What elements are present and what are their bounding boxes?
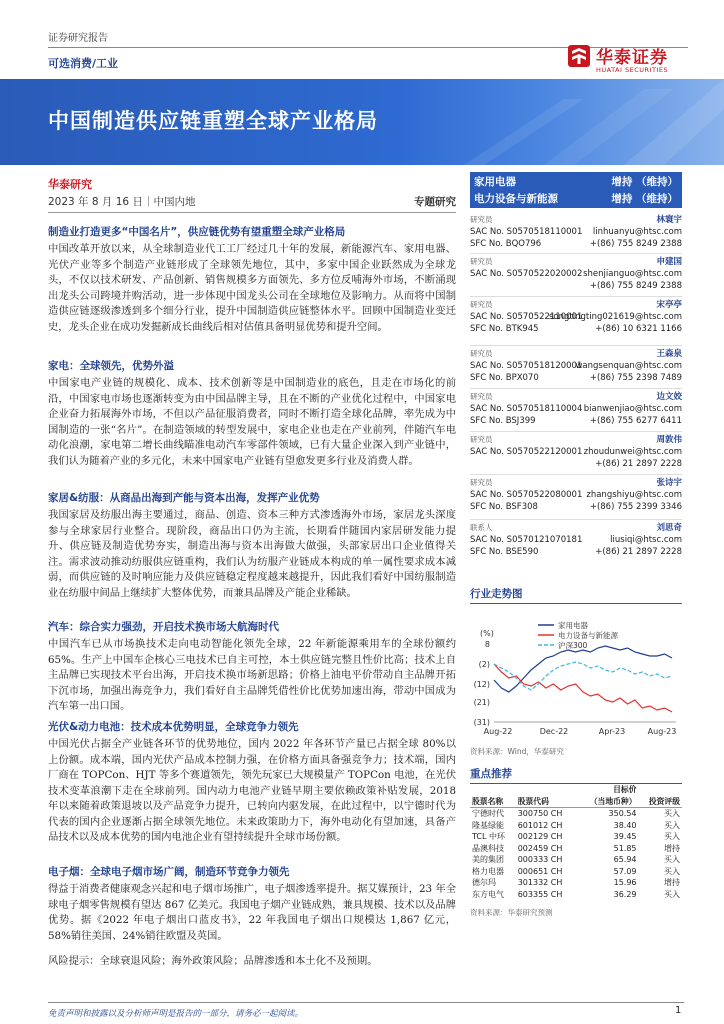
table-header-row bbox=[470, 784, 682, 796]
analyst-role: 研究员 bbox=[470, 300, 493, 309]
analyst-name: 刘思奇 bbox=[656, 523, 682, 533]
stock-name: 宁德时代 bbox=[472, 809, 504, 818]
section-2 bbox=[48, 358, 456, 469]
analyst-card bbox=[470, 214, 682, 250]
stock-name: 隆基绿能 bbox=[472, 820, 504, 830]
x-tick-label: Apr-23 bbox=[598, 727, 626, 736]
analyst-email[interactable]: shenjianguo@htsc.com bbox=[583, 269, 682, 279]
analyst-divider bbox=[470, 388, 682, 389]
target-price: 39.45 bbox=[613, 832, 637, 841]
analyst-divider bbox=[470, 296, 682, 297]
x-tick-label: Dec-22 bbox=[539, 727, 569, 736]
target-price: 65.94 bbox=[613, 855, 637, 864]
x-tick-label: Aug-22 bbox=[483, 727, 513, 736]
analyst-phone: +(86) 755 8249 2388 bbox=[589, 281, 682, 291]
recommend-table bbox=[470, 784, 682, 900]
col-target-top: 目标价 bbox=[613, 785, 637, 794]
series-line-1 bbox=[494, 664, 672, 712]
analyst-divider bbox=[470, 345, 682, 346]
analyst-name: 王森泉 bbox=[656, 349, 682, 359]
section-5 bbox=[48, 719, 456, 846]
analyst-role: 联系人 bbox=[470, 523, 493, 532]
analyst-card bbox=[470, 522, 682, 558]
series-line-2 bbox=[494, 662, 672, 690]
analyst-card bbox=[470, 477, 682, 513]
section-4 bbox=[48, 619, 456, 715]
table-row bbox=[470, 877, 682, 889]
analyst-card bbox=[470, 299, 682, 335]
page-number: 1 bbox=[675, 1005, 682, 1016]
table-header-row bbox=[470, 796, 682, 808]
analyst-sac: SAC No. S0570522080001 bbox=[470, 490, 583, 500]
section-1 bbox=[48, 224, 456, 335]
industry-category: 可选消费/工业 bbox=[48, 57, 119, 70]
target-price: 38.40 bbox=[613, 820, 637, 830]
y-tick-label: (12) bbox=[473, 680, 490, 689]
analyst-name: 边文姣 bbox=[656, 392, 682, 402]
rating-sector: 电力设备与新能源 bbox=[474, 193, 558, 205]
investment-rating: 增持 bbox=[664, 878, 680, 887]
analyst-email[interactable]: liusiqi@htsc.com bbox=[610, 535, 682, 545]
section-3 bbox=[48, 490, 456, 601]
analyst-role: 研究员 bbox=[470, 478, 493, 487]
analyst-sfc: SFC No. BPX070 bbox=[470, 373, 539, 383]
analyst-phone: +(86) 755 6277 6411 bbox=[589, 416, 682, 426]
target-price: 350.54 bbox=[608, 809, 637, 818]
analyst-email[interactable]: songtingting021619@htsc.com bbox=[549, 312, 682, 322]
y-tick-label: (2) bbox=[478, 660, 490, 669]
y-tick-label: (21) bbox=[473, 698, 490, 707]
stock-code: 000333 CH bbox=[517, 855, 563, 864]
analyst-sac: SAC No. S0570522110001 bbox=[470, 312, 583, 322]
analyst-sac: SAC No. S0570522120001 bbox=[470, 447, 583, 457]
investment-rating: 买入 bbox=[664, 855, 680, 864]
recommend-title: 重点推荐 bbox=[470, 766, 682, 784]
y-tick-label: (31) bbox=[473, 718, 490, 727]
analyst-sfc: SFC No. BQO796 bbox=[470, 239, 542, 249]
dateline bbox=[48, 194, 456, 213]
report-title: 中国制造供应链重塑全球产业格局 bbox=[48, 108, 378, 133]
rating-row bbox=[474, 191, 678, 208]
rating-value: 增持 （维持） bbox=[611, 193, 678, 205]
stock-name: 美的集团 bbox=[472, 855, 504, 864]
target-price: 51.85 bbox=[613, 843, 637, 853]
rating-sector: 家用电器 bbox=[474, 176, 516, 188]
investment-rating: 买入 bbox=[664, 889, 680, 899]
huatai-logo-icon bbox=[568, 45, 590, 67]
analyst-divider bbox=[470, 474, 682, 475]
disclaimer: 免责声明和披露以及分析师声明是报告的一部分，请务必一起阅读。 bbox=[48, 1009, 304, 1019]
analyst-sac: SAC No. S0570518110004 bbox=[470, 404, 583, 414]
stock-name: 晶澳科技 bbox=[472, 843, 504, 853]
investment-rating: 买入 bbox=[664, 820, 680, 830]
section-heading: 家电：全球领先，优势外溢 bbox=[48, 360, 174, 372]
col-name: 股票名称 bbox=[472, 796, 504, 806]
trend-chart bbox=[470, 618, 682, 744]
legend-label: 电力设备与新能源 bbox=[558, 631, 618, 640]
logo-text: 华泰证券 bbox=[596, 48, 668, 68]
analyst-name: 申建国 bbox=[656, 257, 682, 267]
stock-code: 301332 CH bbox=[517, 878, 563, 887]
trend-title: 行业走势图 bbox=[470, 586, 682, 604]
analyst-divider bbox=[470, 519, 682, 520]
table-row bbox=[470, 831, 682, 843]
analyst-sfc: SFC No. BSF308 bbox=[470, 502, 538, 512]
stock-name: 格力电器 bbox=[472, 866, 504, 876]
analyst-sfc: SFC No. BTK945 bbox=[470, 324, 539, 334]
analyst-role: 研究员 bbox=[470, 392, 493, 401]
analyst-role: 研究员 bbox=[470, 349, 493, 358]
rating-box bbox=[470, 172, 682, 208]
trend-chart-svg bbox=[470, 618, 682, 744]
table-row bbox=[470, 854, 682, 866]
analyst-name: 周敦伟 bbox=[656, 435, 682, 445]
research-source: 华泰研究 bbox=[48, 178, 92, 191]
analyst-email[interactable]: zhangshiyu@htsc.com bbox=[586, 490, 682, 500]
table-row bbox=[470, 843, 682, 855]
analyst-name: 宋亭亭 bbox=[656, 300, 682, 310]
table-row bbox=[470, 820, 682, 832]
logo-text-en: HUATAI SECURITIES bbox=[596, 66, 669, 74]
section-6 bbox=[48, 864, 456, 944]
stock-code: 601012 CH bbox=[517, 820, 563, 830]
analyst-role: 研究员 bbox=[470, 257, 493, 266]
analyst-divider bbox=[470, 253, 682, 254]
analyst-sfc: SFC No. BSJ399 bbox=[470, 416, 536, 426]
report-type: 专题研究 bbox=[414, 196, 456, 208]
analyst-role: 研究员 bbox=[470, 215, 493, 224]
analyst-email[interactable]: bianwenjiao@htsc.com bbox=[583, 404, 682, 414]
investment-rating: 增持 bbox=[664, 843, 680, 853]
analyst-email[interactable]: zhoudunwei@htsc.com bbox=[583, 447, 682, 457]
analyst-card bbox=[470, 256, 682, 292]
analyst-phone: +(86) 21 2897 2228 bbox=[595, 459, 682, 469]
analyst-phone: +(86) 10 6321 1166 bbox=[595, 324, 682, 334]
table-row bbox=[470, 889, 682, 901]
huatai-logo bbox=[568, 43, 698, 79]
stock-name: 德尔玛 bbox=[472, 878, 496, 887]
section-heading: 汽车：综合实力强劲，开启技术换市场大航海时代 bbox=[48, 621, 279, 633]
analyst-divider bbox=[470, 431, 682, 432]
section-body: 中国改革开放以来，从全球制造业代工工厂经过几十年的发展，新能源汽车、家用电器、光伏产业等多个制造产业链形成了全球领先地位，其中，多家中国企业跃然成为全球龙头，不仅以技术研发、产品创新、销售规模多方面领先、多方位反哺海外市场，不断涌现出龙头公司跨境并购活动，进一步体现中国龙头公司在全球地位及影响力。从而将中国制造供应链逐级渗透到多个细分行业，提升中国制造供应链整体水平。回顾中国制造业变迁史，龙头企业在成功发掘新成长曲线后相对估值具备明显优势和提升空间。 bbox=[48, 243, 456, 333]
analyst-email[interactable]: linhuanyu@htsc.com bbox=[592, 227, 682, 237]
analyst-card bbox=[470, 348, 682, 384]
analyst-sac: SAC No. S0570518120001 bbox=[470, 361, 583, 371]
target-price: 57.09 bbox=[613, 866, 637, 876]
chart-source: 资料来源：Wind，华泰研究 bbox=[470, 747, 564, 756]
section-body: 得益于消费者健康观念兴起和电子烟市场推广，电子烟渗透率提升。据艾媒预计，23 年全球电子烟零售规模有望达 867 亿美元。我国电子烟产业链成熟，兼具规模、技术以及品牌优势。据《2022 年电子烟出口蓝皮书》，22 年我国电子烟出口规模达 1,867 亿元，58%销往美国、24%销往欧盟及英国。 bbox=[48, 883, 456, 942]
analyst-email[interactable]: wangsenquan@htsc.com bbox=[575, 361, 682, 371]
stock-code: 603355 CH bbox=[517, 889, 563, 899]
report-date: 2023 年 8 月 16 日｜中国内地 bbox=[48, 196, 196, 208]
recommend-source: 资料来源：华泰研究预测 bbox=[470, 908, 553, 917]
analyst-phone: +(86) 755 2399 3346 bbox=[589, 502, 682, 512]
analyst-card bbox=[470, 391, 682, 427]
banner-decoration bbox=[424, 79, 724, 165]
analyst-phone: +(86) 21 2897 2228 bbox=[595, 547, 682, 557]
legend-label: 沪深300 bbox=[558, 641, 588, 650]
analyst-sfc: SFC No. BSE590 bbox=[470, 547, 539, 557]
target-price: 15.96 bbox=[613, 878, 637, 887]
analyst-sac: SAC No. S0570522020002 bbox=[470, 269, 583, 279]
stock-name: TCL 中环 bbox=[472, 832, 506, 841]
risk-warning: 风险提示：全球衰退风险；海外政策风险；品牌渗透和本土化不及预期。 bbox=[48, 955, 378, 967]
section-body: 中国家电产业链的规模化、成本、技术创新等是中国制造业的底色，且走在市场化的前沿，中国家电市场也逐渐转变为由中国品牌主导，且在不断的产业优化过程中，中国家电企业奋力拓展海外市场，不但以产品征服消费者，同时不断打造全球化品牌，率先成为中国制造的一张“名片”。在制造领域的转型发展中，家电企业也走在产业前列，伴随汽车电动化浪潮，家电第二增长曲线瞄准电动汽车零部件领域，已有大量企业深入到产业链中，我们认为随着产业的多元化，未来中国家电产业链有望愈发更多行业及消费人群。 bbox=[48, 377, 456, 467]
analyst-role: 研究员 bbox=[470, 435, 493, 444]
section-heading: 电子烟：全球电子烟市场广阔，制造环节竞争力领先 bbox=[48, 866, 290, 878]
section-body: 中国光伏占据全产业链各环节的优势地位，国内 2022 年各环节产量已占据全球 80%以上份额。成本端，国内光伏产品成本控制力强，在价格方面具备强竞争力；技术端，国内厂商在 TOPCon、HJT 等多个赛道领先，领先玩家已大规模量产 TOPCon 电池，在光伏技术变革浪潮下走在全球前列。国内动力电池产业链早期主要依赖政策补贴发展，2018 年以来随着政策退坡以及产品竞争力提升，已转向内驱发展，在此过程中，以宁德时代为代表的国内企业逐渐占据全球领先地位。未来政策助力下，海外电动化有望加速，具备产品技术以及成本优势的国内电池企业有望持续提升全球市场份额。 bbox=[48, 738, 456, 843]
legend-label: 家用电器 bbox=[558, 621, 588, 630]
stock-code: 002459 CH bbox=[517, 843, 563, 853]
analyst-card bbox=[470, 434, 682, 470]
rating-row bbox=[474, 174, 678, 191]
target-price: 36.29 bbox=[613, 889, 637, 899]
col-rating: 投资评级 bbox=[648, 796, 680, 806]
recommend-table-wrap bbox=[470, 784, 682, 900]
series-line-0 bbox=[494, 646, 672, 692]
analyst-name: 张诗宇 bbox=[656, 478, 682, 488]
table-row bbox=[470, 808, 682, 820]
stock-code: 300750 CH bbox=[517, 809, 563, 818]
section-heading: 光伏&动力电池：技术成本优势明显，全球竞争力领先 bbox=[48, 721, 299, 733]
section-heading: 制造业打造更多“中国名片”，供应链优势有望重塑全球产业格局 bbox=[48, 226, 346, 238]
section-heading: 家居&纺服：从商品出海到产能与资本出海，发挥产业优势 bbox=[48, 492, 320, 504]
investment-rating: 买入 bbox=[664, 809, 680, 818]
analyst-phone: +(86) 755 8249 2388 bbox=[589, 239, 682, 249]
investment-rating: 买入 bbox=[664, 832, 680, 841]
stock-name: 东方电气 bbox=[472, 889, 504, 899]
analyst-name: 林寰宇 bbox=[656, 215, 682, 225]
table-row bbox=[470, 866, 682, 878]
stock-code: 002129 CH bbox=[517, 832, 563, 841]
col-code: 股票代码 bbox=[517, 796, 549, 806]
section-body: 中国汽车已从市场换技术走向电动智能化领先全球，22 年新能源乘用车的全球份额约 65%。生产上中国车企核心三电技术已自主可控，本土供应链完整且性价比高；技术上自主品牌已实现技术平台出海，开启技术换市场新思路；价格上油电平价带动自主品牌开拓下沉市场，加强出海竞争力，我们看好自主品牌凭借性价比优势加速出海，带动中国成为汽车第一出口国。 bbox=[48, 638, 456, 712]
rating-value: 增持 （维持） bbox=[611, 176, 678, 188]
y-axis-label: (%) bbox=[480, 629, 494, 638]
analyst-phone: +(86) 755 2398 7489 bbox=[589, 373, 682, 383]
y-tick-label: 8 bbox=[484, 640, 490, 649]
investment-rating: 买入 bbox=[664, 866, 680, 876]
analyst-sac: SAC No. S0570121070181 bbox=[470, 535, 583, 545]
report-type-label: 证券研究报告 bbox=[48, 33, 108, 44]
col-target: （当地币种） bbox=[589, 796, 637, 806]
stock-code: 000651 CH bbox=[517, 866, 563, 876]
x-tick-label: Aug-23 bbox=[647, 727, 677, 736]
analyst-sac: SAC No. S0570518110001 bbox=[470, 227, 583, 237]
footer-divider bbox=[48, 1002, 684, 1003]
section-body: 我国家居及纺服出海主要通过，商品、创造、资本三种方式渗透海外市场，家居龙头深度参与全球家居行业整合。现阶段，商品出口仍为主流，长期看伴随国内家居研发能力提升、供应链及制造优势夯实，制造出海与资本出海做大做强，头部家居出口企业值得关注。需求波动推动纺服供应链重构，我们认为纺服产业链成本构成的单一属性要求成本减弱，而供应链的及时响应能力及供应链稳定程度越来越提升，因此我们看好中国纺服制造业在纺服中间品上继续扩大整体优势，而兼具品牌及产能企业稀缺。 bbox=[48, 509, 456, 599]
